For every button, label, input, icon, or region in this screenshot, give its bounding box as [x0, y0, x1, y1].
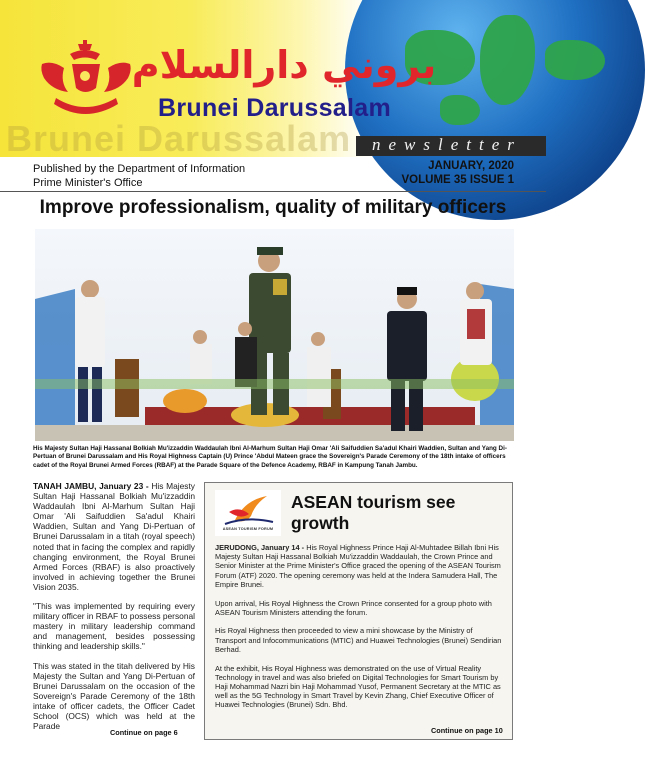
asean-dateline: JERUDONG, January 14 -	[215, 543, 305, 552]
continue-page-6-link[interactable]: Continue on page 6	[110, 728, 178, 737]
asean-tourism-forum-logo	[215, 490, 281, 536]
publisher-info	[33, 162, 245, 190]
arabic-title	[131, 38, 437, 90]
svg-text:بروني دارالسلام: بروني دارالسلام	[131, 43, 437, 87]
lead-paragraph-2: "This was implemented by requiring every military officer in RBAF to possess personal mastery in military leadership command and management, besides possessing thinking and leadership skills."	[33, 601, 195, 652]
masthead-watermark: Brunei Darussalam	[6, 118, 352, 159]
lead-article	[33, 481, 195, 740]
issue-volume: VOLUME 35 ISSUE 1	[401, 174, 514, 186]
publisher-line-2: Prime Minister's Office	[33, 177, 143, 189]
lead-p1-text: His Majesty Sultan Haji Hassanal Bolkiah Mu'izzaddin Waddaulah Ibni Al-Marhum Sultan Haji Omar 'Ali Saifuddien Sa'adul Khairi Waddien, Sultan and Yang Di-Pertuan of Brunei Darussalam in a titah (royal speech) noted that in facing the complex and rapidly changing environment, the Royal Brunei Armed Forces (RBAF) is also proactively involved in achieving together the Brunei Vision 2035.	[33, 481, 195, 592]
asean-paragraph-3: His Royal Highness then proceeded to view a mini showcase by the Ministry of Transport and Infocommunications (MTIC) and Huawei Technologies (Brunei) Sendirian Berhad.	[215, 626, 502, 654]
lead-paragraph-1	[33, 481, 195, 592]
lead-dateline: TANAH JAMBU, January 23 -	[33, 481, 149, 491]
asean-p1-text: His Royal Highness Prince Haji Al-Muhtadee Billah Ibni His Majesty Sultan Haji Hassanal Bolkiah Mu'izzaddin Waddaulah, the Crown Prince and Senior Minister at the Prime Minister's Office graced the opening of the ASEAN Tourism Forum (ATF) 2020. The opening ceremony was held at the Indera Samudera Hall, The Empire Brunei.	[215, 543, 501, 589]
issue-date: JANUARY, 2020	[428, 160, 514, 172]
brunei-crest-icon	[34, 38, 138, 124]
asean-paragraph-2: Upon arrival, His Royal Highness the Crown Prince consented for a group photo with ASEAN Tourism Ministers attending the forum.	[215, 598, 492, 617]
asean-logo-text: ASEAN TOURISM FORUM	[222, 527, 274, 531]
lead-paragraph-3: This was stated in the titah delivered by His Majesty the Sultan and Yang Di-Pertuan of Brunei Darussalam on the occasion of the Sovereign's Parade Ceremony of the 18th intake of officer cadets, the Officer Cadet School (OCS) which was held at the Parade	[33, 660, 195, 732]
main-headline: Improve professionalism, quality of military officers	[39, 197, 507, 218]
masthead-title: Brunei Darussalam	[158, 94, 391, 122]
publisher-line-1: Published by the Department of Information	[33, 163, 246, 175]
masthead	[0, 0, 546, 157]
newsletter-label: newsletter	[372, 135, 522, 154]
parade-photo	[35, 229, 514, 441]
asean-headline: ASEAN tourism see growth	[291, 492, 456, 533]
header-divider	[0, 191, 546, 192]
asean-article-box	[204, 482, 513, 740]
photo-caption: His Majesty Sultan Haji Hassanal Bolkiah Mu'izzaddin Waddaulah Ibni Al-Marhum Sultan Haji Omar 'Ali Saifuddien Sa'adul Khairi Waddien, Sultan and Yang Di-Pertuan of Brunei Darussalam and His Royal Highness Captain (U) Prince 'Abdul Mateen grace the Sovereign's Parade Ceremony of the 18th intake of officers cadet of the Royal Brunei Armed Forces (RBAF) at the Parade Square of the Defence Academy, RBAF in Kampung Tanah Jambu.	[33, 445, 507, 469]
asean-article-body	[215, 543, 505, 719]
issue-info	[402, 159, 514, 187]
asean-paragraph-1	[215, 543, 505, 589]
asean-paragraph-4: At the exhibit, His Royal Highness was demonstrated on the use of Virtual Reality Technology in travel and was also briefed on Digital Technologies for Smart Tourism by Haji Mohammad Nazri bin Haji Mohammad Yusof, Permanent Secretary at the MTIC as well as the 5G Technology in Smart Travel by Kevin Zhang, Chief Executive Officer of Huawei Technologies (Brunei) Sdn. Bhd.	[215, 663, 501, 710]
continue-page-10-link[interactable]: Continue on page 10	[431, 726, 503, 735]
